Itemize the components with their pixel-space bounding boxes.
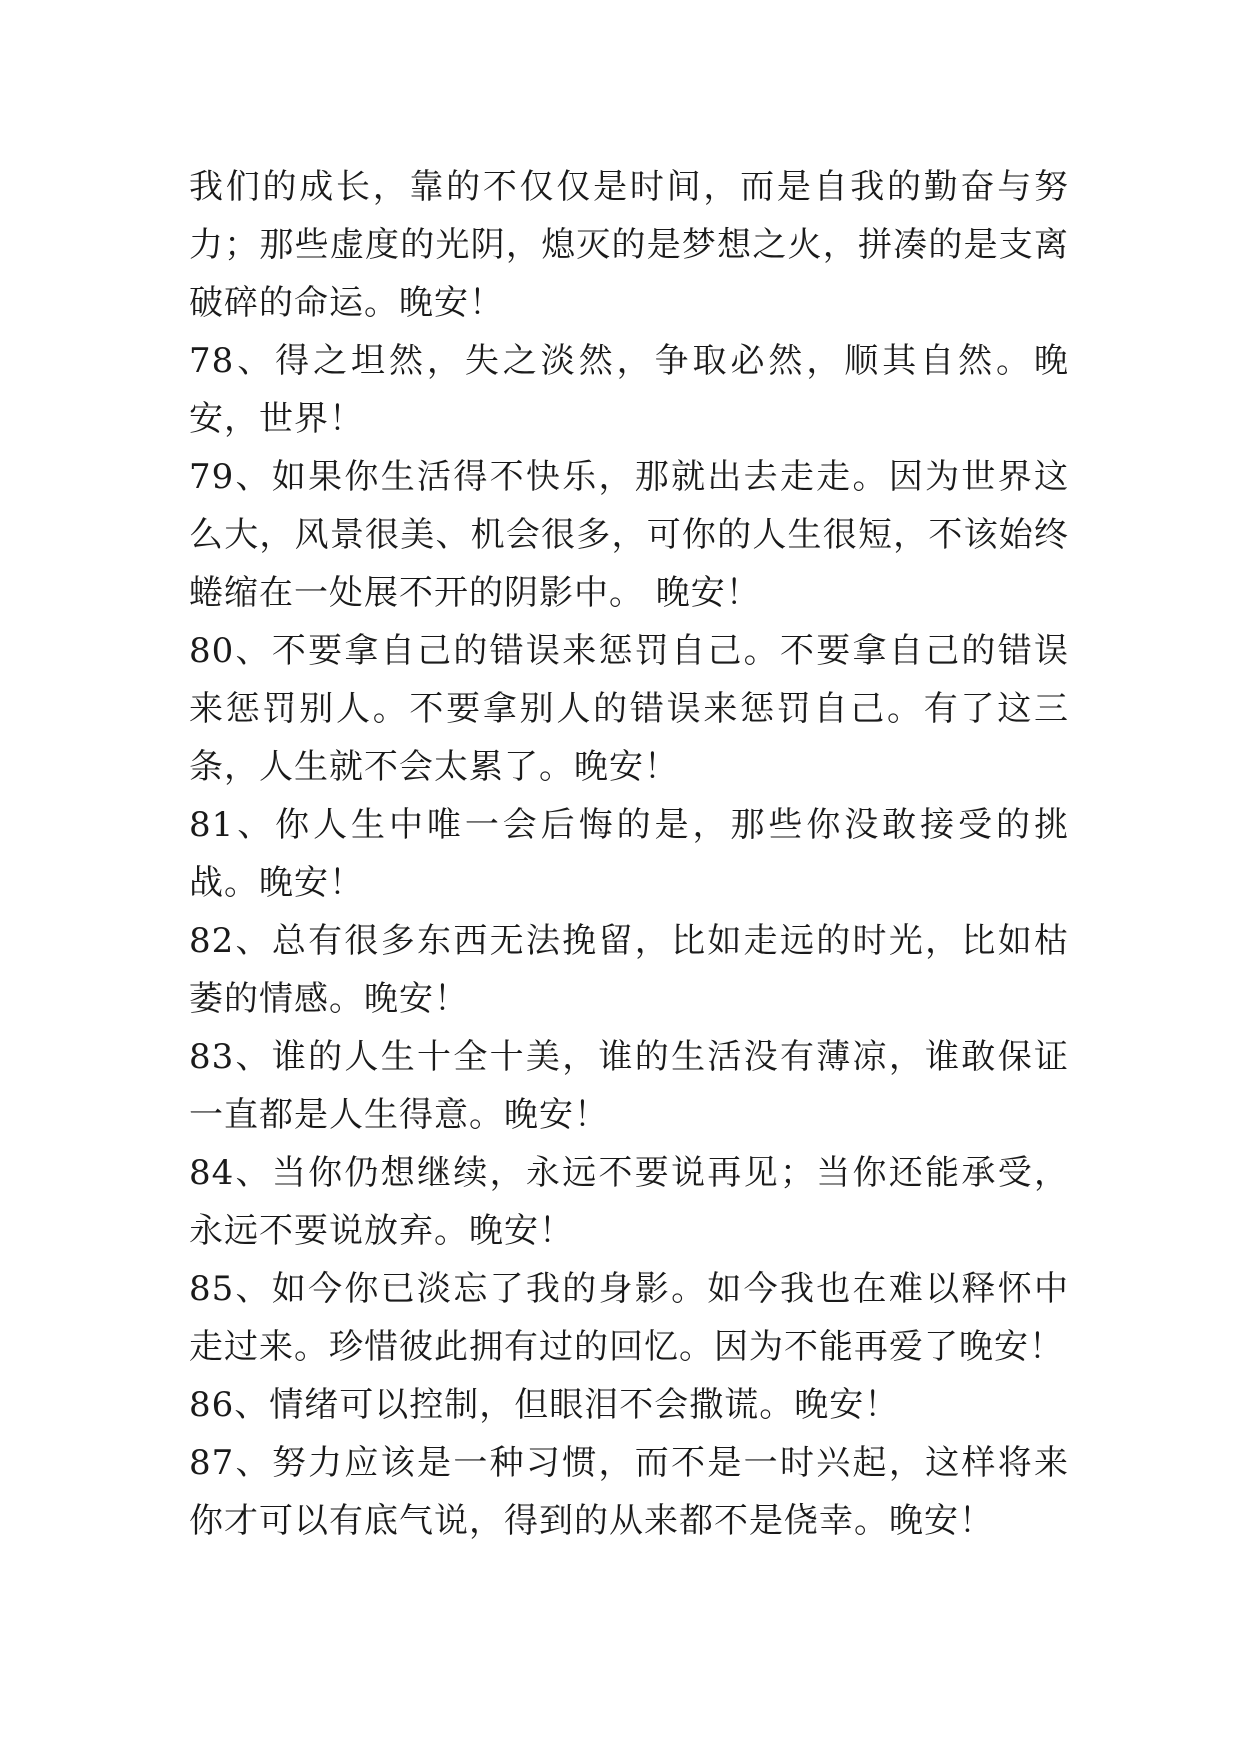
paragraph-86: 86、情绪可以控制，但眼泪不会撒谎。晚安！ — [189, 1385, 900, 1425]
document-body — [189, 158, 1069, 1550]
paragraph-80: 80、不要拿自己的错误来惩罚自己。不要拿自己的错误来惩罚别人。不要拿别人的错误来惩罚自己。有了这三条，人生就不会太累了。晚安！ — [189, 631, 1069, 787]
paragraph-87: 87、努力应该是一种习惯，而不是一时兴起，这样将来你才可以有底气说，得到的从来都不是侥幸。晚安！ — [189, 1443, 1069, 1541]
paragraph-81: 81、你人生中唯一会后悔的是，那些你没敢接受的挑战。晚安！ — [189, 805, 1069, 903]
paragraph-82: 82、总有很多东西无法挽留，比如走远的时光，比如枯萎的情感。晚安！ — [189, 921, 1069, 1019]
paragraph-78: 78、得之坦然，失之淡然，争取必然，顺其自然。晚安，世界！ — [189, 341, 1069, 439]
paragraph-84: 84、当你仍想继续，永远不要说再见；当你还能承受，永远不要说放弃。晚安！ — [189, 1153, 1069, 1251]
paragraph-intro: 我们的成长，靠的不仅仅是时间，而是自我的勤奋与努力；那些虚度的光阴，熄灭的是梦想之火，拼凑的是支离破碎的命运。晚安！ — [189, 167, 1069, 323]
paragraph-83: 83、谁的人生十全十美，谁的生活没有薄凉，谁敢保证一直都是人生得意。晚安！ — [189, 1037, 1069, 1135]
paragraph-79: 79、如果你生活得不快乐，那就出去走走。因为世界这么大，风景很美、机会很多，可你的人生很短，不该始终蜷缩在一处展不开的阴影中。 晚安！ — [189, 457, 1069, 613]
paragraph-85: 85、如今你已淡忘了我的身影。如今我也在难以释怀中走过来。珍惜彼此拥有过的回忆。因为不能再爱了晚安！ — [189, 1269, 1069, 1367]
